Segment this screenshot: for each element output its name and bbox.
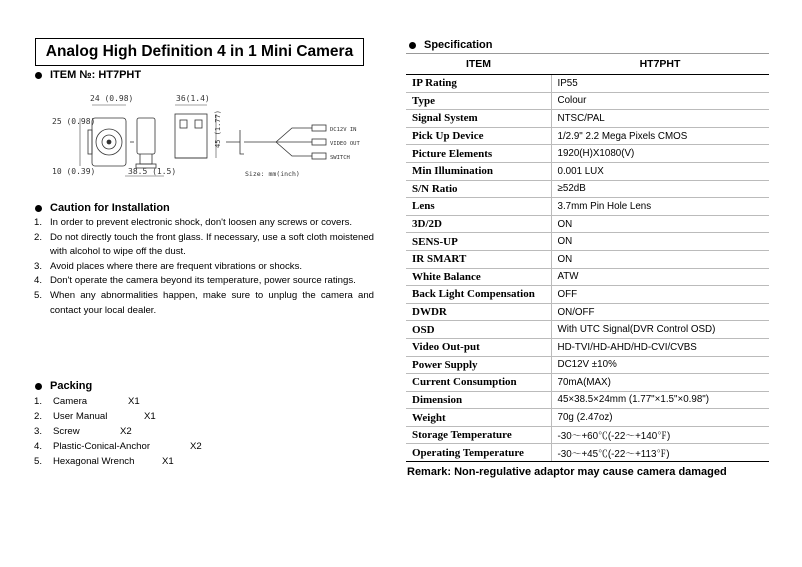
table-row — [406, 374, 769, 392]
spec-value: ON — [551, 250, 769, 268]
dim-front: 25 (0.98) — [52, 117, 96, 126]
table-row — [406, 180, 769, 198]
table-row — [406, 338, 769, 356]
table-header-row — [406, 54, 769, 75]
list-item: 3. Avoid places where there are frequent vibrations or shocks. — [34, 260, 303, 272]
dim-lens: 10 (0.39) — [52, 167, 96, 176]
spec-value: OFF — [551, 286, 769, 304]
spec-label: Operating Temperature — [406, 444, 551, 462]
table-row — [406, 268, 769, 286]
dim-depth: 36(1.4) — [176, 94, 210, 103]
item-number-heading — [35, 69, 141, 81]
spec-value: ON/OFF — [551, 303, 769, 321]
bullet-icon — [409, 42, 416, 49]
table-row — [406, 92, 769, 110]
spec-label: OSD — [406, 321, 551, 339]
table-row — [406, 215, 769, 233]
spec-label: Type — [406, 92, 551, 110]
table-row — [406, 127, 769, 145]
table-row — [406, 444, 769, 462]
size-note: Size: mm(inch) — [245, 170, 300, 178]
spec-value: Colour — [551, 92, 769, 110]
item-number: ITEM №: HT7PHT — [50, 69, 142, 81]
spec-value: ON — [551, 233, 769, 251]
spec-label: SENS-UP — [406, 233, 551, 251]
list-item: 5. When any abnormalities happen, make sure to unplug the camera and contact your local dealer. — [34, 289, 374, 316]
spec-label: Back Light Compensation — [406, 286, 551, 304]
spec-value: ON — [551, 215, 769, 233]
connector-video: VIDEO OUT — [330, 141, 360, 147]
spec-value: 70g (2.47oz) — [551, 409, 769, 427]
spec-label: Storage Temperature — [406, 426, 551, 444]
spec-value: 1/2.9" 2.2 Mega Pixels CMOS — [551, 127, 769, 145]
spec-heading — [409, 39, 492, 51]
spec-label: Lens — [406, 198, 551, 216]
caution-heading — [35, 202, 170, 214]
table-row — [406, 110, 769, 128]
spec-value: ATW — [551, 268, 769, 286]
remark: Remark: Non-regulative adaptor may cause camera damaged — [407, 466, 727, 478]
list-item: 4. Don't operate the camera beyond its temperature, power source ratings. — [34, 275, 356, 287]
spec-value: -30～+60℃(-22～+140℉) — [551, 426, 769, 444]
list-item: 1. In order to prevent electronic shock, don't loosen any screws or covers. — [34, 217, 353, 228]
spec-value: DC12V ±10% — [551, 356, 769, 374]
connector-power: DC12V IN — [330, 127, 357, 133]
list-item: 1. Camera X1 — [34, 396, 140, 407]
table-row — [406, 145, 769, 163]
spec-value: 70mA(MAX) — [551, 374, 769, 392]
dim-bracket: 38.5 (1.5) — [128, 167, 177, 176]
spec-label: Picture Elements — [406, 145, 551, 163]
packing-heading-label: Packing — [50, 380, 93, 392]
spec-label: Power Supply — [406, 356, 551, 374]
spec-label: Pick Up Device — [406, 127, 551, 145]
table-row — [406, 426, 769, 444]
spec-table — [406, 53, 769, 462]
list-item: 2. User Manual X1 — [34, 411, 156, 422]
list-item: 5. Hexagonal Wrench X1 — [34, 456, 174, 467]
packing-heading — [35, 380, 92, 392]
spec-value: NTSC/PAL — [551, 110, 769, 128]
table-row — [406, 198, 769, 216]
spec-heading-label: Specification — [424, 39, 493, 51]
spec-label: Video Out-put — [406, 338, 551, 356]
camera-side-view — [130, 118, 156, 168]
spec-value: 45×38.5×24mm (1.77"×1.5"×0.98") — [551, 391, 769, 409]
document-title: Analog High Definition 4 in 1 Mini Camera — [35, 38, 364, 66]
spec-label: Weight — [406, 409, 551, 427]
spec-label: 3D/2D — [406, 215, 551, 233]
table-row — [406, 321, 769, 339]
table-row — [406, 75, 769, 93]
spec-value: IP55 — [551, 75, 769, 93]
spec-label: Current Consumption — [406, 374, 551, 392]
table-row — [406, 409, 769, 427]
spec-value: -30～+45℃(-22～+113℉) — [551, 444, 769, 462]
spec-label: Min Illumination — [406, 162, 551, 180]
list-item: 2. Do not directly touch the front glass. If necessary, use a soft cloth moistened with alcohol to wipe off the dust. — [34, 231, 374, 258]
dimension-drawing — [40, 90, 385, 190]
spec-value: ≥52dB — [551, 180, 769, 198]
dimension-lines — [80, 105, 216, 176]
table-row — [406, 233, 769, 251]
table-row — [406, 303, 769, 321]
spec-value: 3.7mm Pin Hole Lens — [551, 198, 769, 216]
connector-switch: SWITCH — [330, 155, 350, 161]
spec-label: IP Rating — [406, 75, 551, 93]
spec-label: DWDR — [406, 303, 551, 321]
spec-label: White Balance — [406, 268, 551, 286]
spec-label: Dimension — [406, 391, 551, 409]
column-header-model: HT7PHT — [551, 54, 769, 75]
spec-value: 0.001 LUX — [551, 162, 769, 180]
cable-drawing — [226, 125, 326, 159]
caution-list — [34, 216, 374, 318]
column-header-item: ITEM — [406, 54, 551, 75]
table-row — [406, 250, 769, 268]
dim-height: 45 (1.77) — [214, 110, 222, 148]
spec-value: 1920(H)X1080(V) — [551, 145, 769, 163]
spec-label: Signal System — [406, 110, 551, 128]
caution-heading-label: Caution for Installation — [50, 202, 170, 214]
table-row — [406, 286, 769, 304]
bullet-icon — [35, 383, 42, 390]
list-item: 3. Screw X2 — [34, 426, 132, 437]
table-row — [406, 162, 769, 180]
spec-table-body — [406, 75, 769, 462]
table-row — [406, 356, 769, 374]
spec-label: S/N Ratio — [406, 180, 551, 198]
bullet-icon — [35, 205, 42, 212]
table-row — [406, 391, 769, 409]
spec-label: IR SMART — [406, 250, 551, 268]
spec-value: With UTC Signal(DVR Control OSD) — [551, 321, 769, 339]
camera-top-view — [175, 114, 207, 158]
bullet-icon — [35, 72, 42, 79]
dim-width: 24 (0.98) — [90, 94, 134, 103]
spec-value: HD-TVI/HD-AHD/HD-CVI/CVBS — [551, 338, 769, 356]
list-item: 4. Plastic-Conical-Anchor X2 — [34, 441, 202, 452]
